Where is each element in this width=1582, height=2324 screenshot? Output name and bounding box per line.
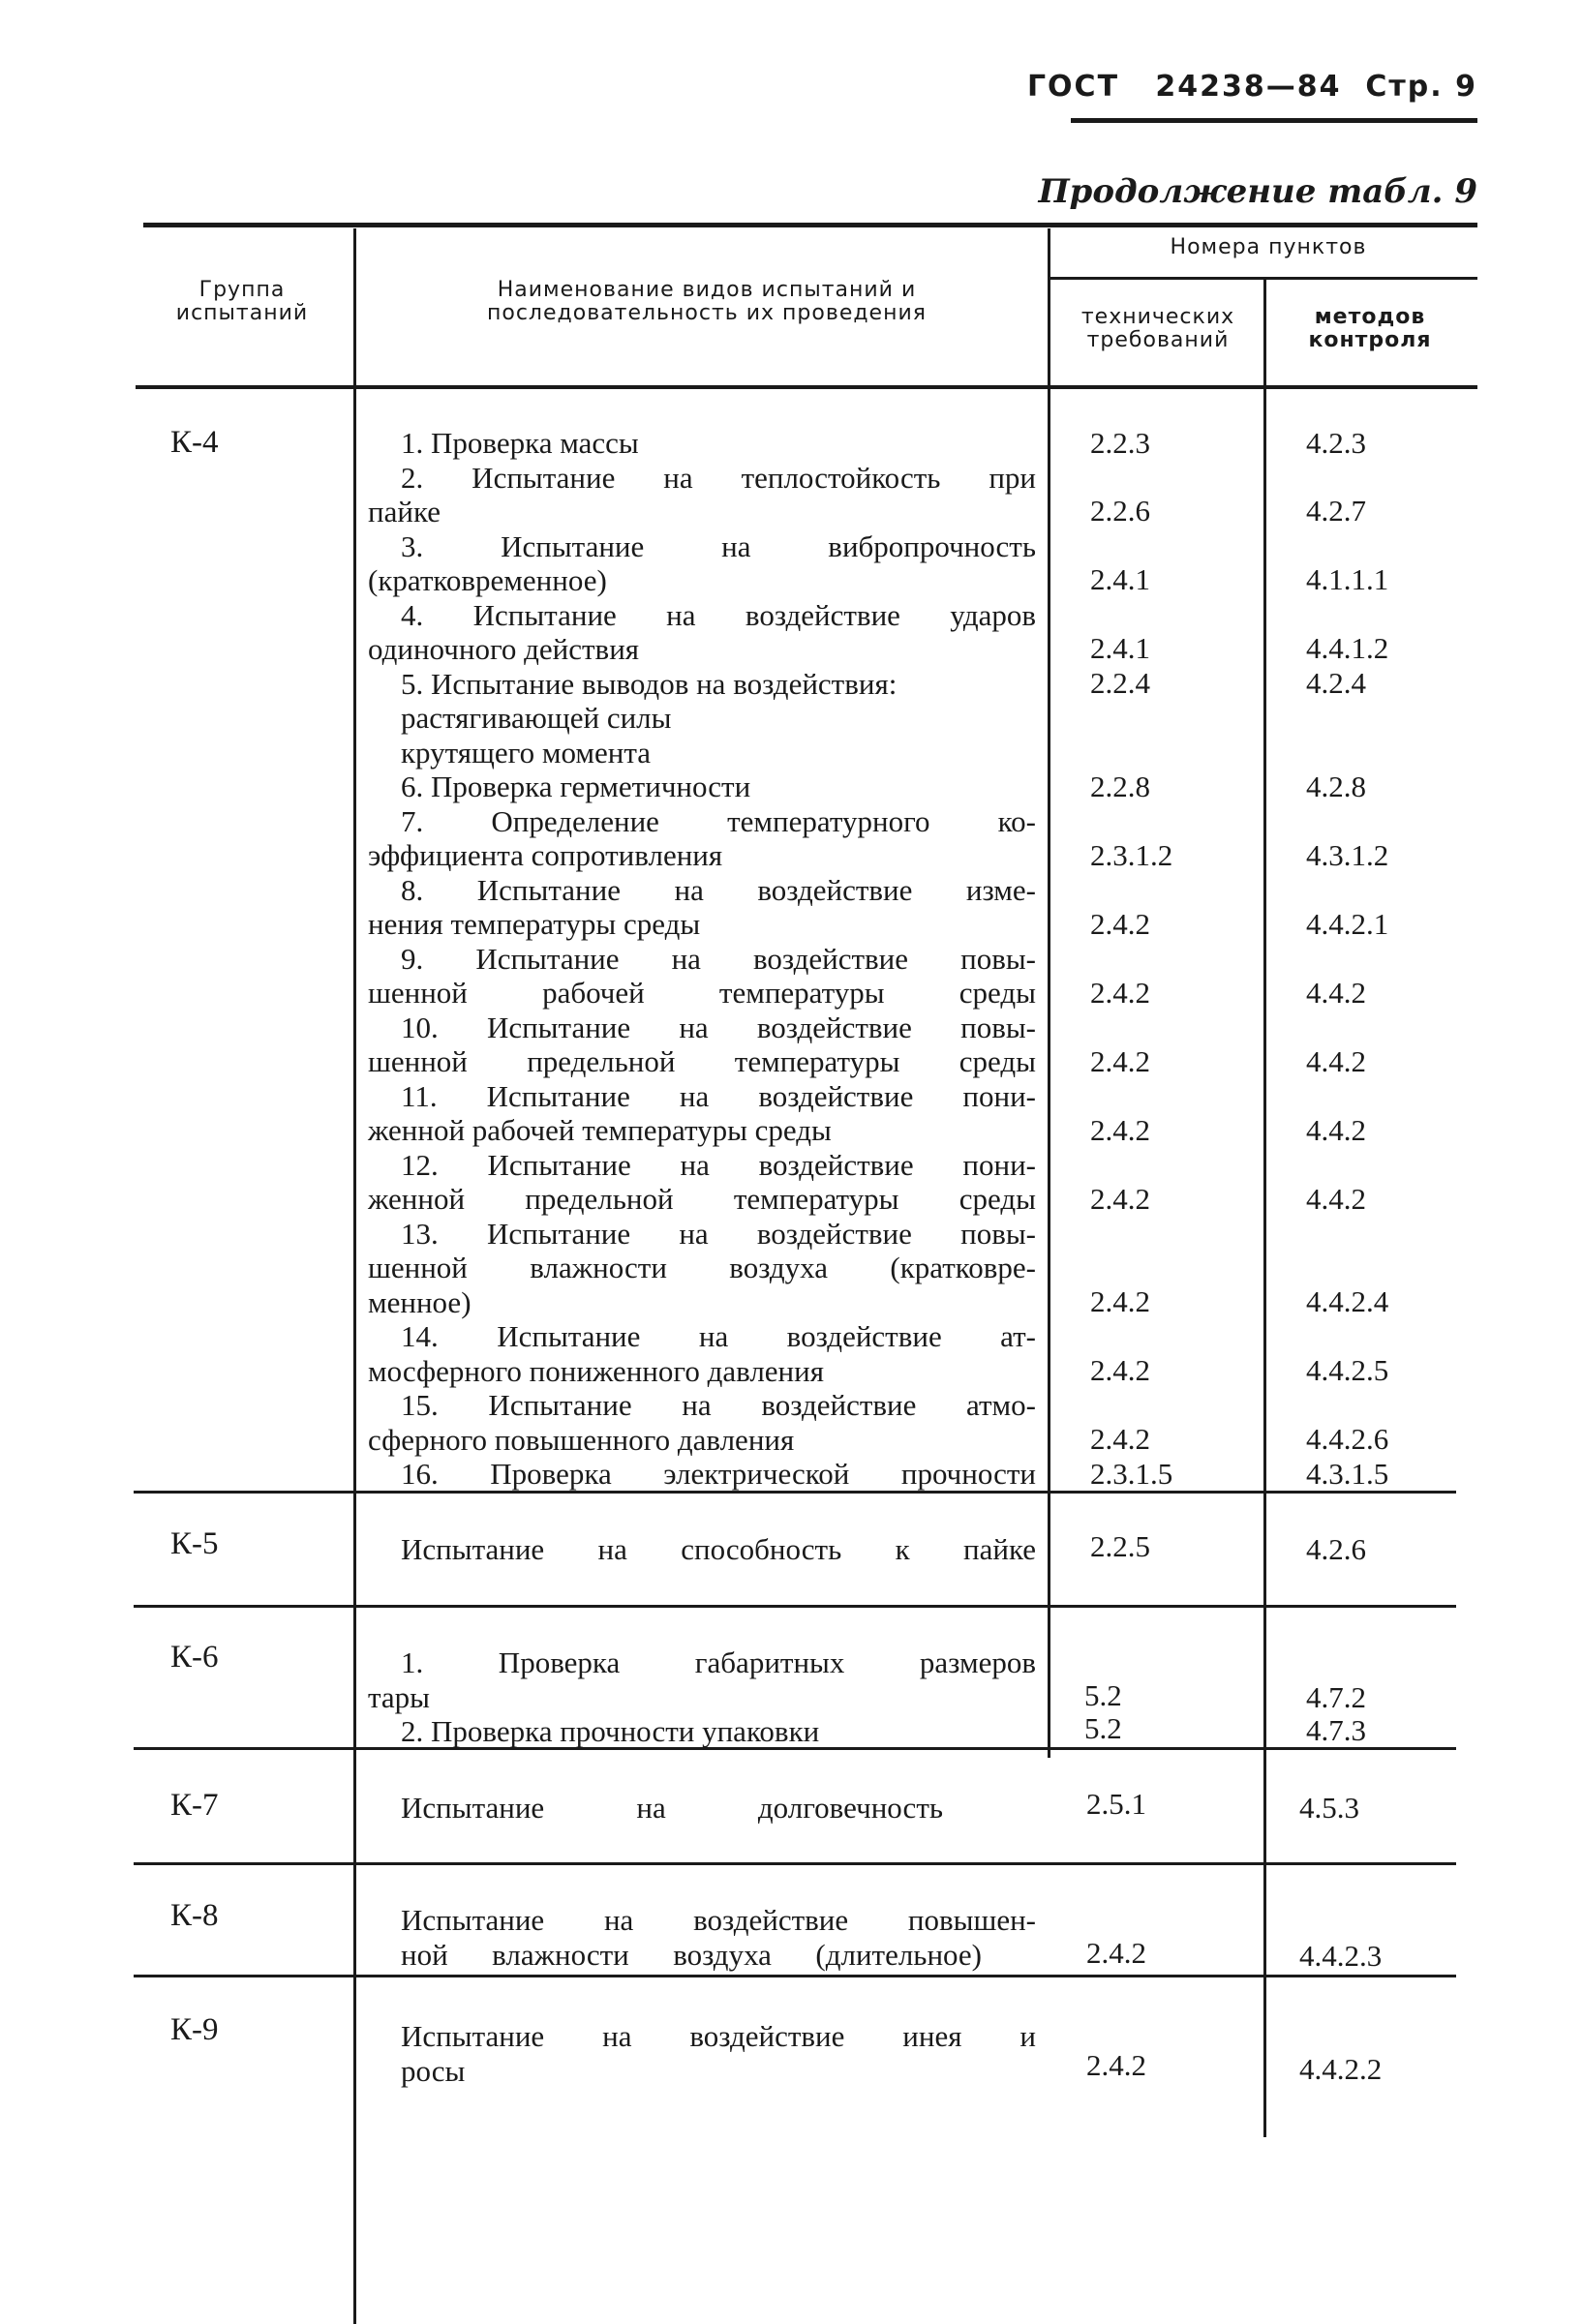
header-page: Стр. 9 (1365, 70, 1477, 104)
k4-line: 1. Проверка массы (401, 426, 639, 460)
row-rule-k8 (134, 1975, 1456, 1977)
k8-tech: 2.4.2 (1086, 1936, 1146, 1970)
k4-method: 4.4.2.1 (1306, 907, 1389, 941)
k4-method: 4.3.1.5 (1306, 1457, 1389, 1491)
k4-tech: 2.4.2 (1090, 907, 1150, 941)
k4-method: 4.4.2 (1306, 1113, 1366, 1147)
k4-line: пайке (368, 495, 441, 528)
k8-line: Испытание на воздействие повышен- (401, 1903, 1036, 1937)
k4-method: 4.2.8 (1306, 770, 1366, 803)
k4-line: 4. Испытание на воздействие ударов (401, 597, 1036, 632)
k6-method: 4.7.3 (1306, 1713, 1366, 1747)
header-number: 24238—84 (1155, 70, 1342, 104)
k4-line: 9. Испытание на воздействие повы- (401, 941, 1036, 976)
k7-tech: 2.5.1 (1086, 1787, 1146, 1821)
k4-tech: 2.3.1.5 (1090, 1457, 1173, 1491)
k4-line: 7. Определение температурного ко- (401, 803, 1036, 838)
k9-tech: 2.4.2 (1086, 2048, 1146, 2082)
k4-method: 4.4.2 (1306, 976, 1366, 1010)
header-rule (1071, 118, 1477, 123)
k4-line: растягивающей силы (401, 701, 672, 735)
k6-tech: 5.2 (1084, 1678, 1122, 1712)
col-header-items: Номера пунктов (1170, 235, 1367, 259)
k9-line: росы (401, 2053, 466, 2088)
k4-tech: 2.2.6 (1090, 494, 1150, 528)
k4-method: 4.2.7 (1306, 494, 1366, 528)
k4-tech: 2.2.4 (1090, 666, 1150, 700)
k4-tech: 2.4.2 (1090, 976, 1150, 1010)
k8-line: ной влажности воздуха (длительное) (401, 1937, 982, 1972)
k4-tech: 2.2.8 (1090, 770, 1150, 803)
k6-line: 2. Проверка прочности упаковки (401, 1714, 820, 1748)
k4-tech: 2.4.2 (1090, 1044, 1150, 1078)
k4-tech: 2.4.2 (1090, 1182, 1150, 1216)
k5-tech: 2.2.5 (1090, 1529, 1150, 1563)
col-header-name: Наименование видов испытаний и последовательность их проведения (486, 278, 928, 325)
k4-line: шенной влажности воздуха (кратковре- (368, 1251, 1036, 1284)
k4-method: 4.4.2.6 (1306, 1422, 1389, 1456)
k8-method: 4.4.2.3 (1299, 1939, 1383, 1973)
k4-method: 4.3.1.2 (1306, 838, 1389, 872)
k4-method: 4.4.2 (1306, 1044, 1366, 1078)
k6-method: 4.7.2 (1306, 1680, 1366, 1714)
k6-tech: 5.2 (1084, 1711, 1122, 1745)
row-rule-k5 (134, 1605, 1456, 1608)
page-header (1027, 70, 1477, 104)
k4-method: 4.2.3 (1306, 426, 1366, 460)
col-header-group: Группа испытаний (175, 278, 309, 325)
header-bottom-rule (136, 385, 1477, 389)
k4-tech: 2.4.1 (1090, 562, 1150, 596)
k4-line: нения температуры среды (368, 907, 701, 941)
group-k7: К-7 (170, 1788, 219, 1823)
k9-line: Испытание на воздействие инея и (401, 2019, 1036, 2053)
k4-line: 14. Испытание на воздействие ат- (401, 1319, 1036, 1353)
k6-line: 1. Проверка габаритных размеров (401, 1645, 1036, 1679)
k4-line: 12. Испытание на воздействие пони- (401, 1147, 1036, 1182)
k4-line: эффициента сопротивления (368, 838, 723, 872)
col-divider-1 (353, 228, 356, 2324)
group-k5: К-5 (170, 1526, 219, 1561)
k7-name: Испытание на долговечность (401, 1791, 943, 1825)
k6-line: тары (368, 1679, 431, 1714)
table-top-rule (143, 223, 1477, 227)
table-continuation-label: Продолжение табл. 9 (1038, 172, 1477, 211)
k4-line: одиночного действия (368, 632, 640, 666)
k4-line: крутящего момента (401, 735, 652, 770)
k4-tech: 2.4.2 (1090, 1284, 1150, 1318)
k4-line: сферного повышенного давления (368, 1422, 795, 1457)
k4-method: 4.2.4 (1306, 666, 1366, 700)
group-k6: К-6 (170, 1640, 219, 1675)
k4-line: 10. Испытание на воздействие повы- (401, 1010, 1036, 1044)
k4-line: менное) (368, 1284, 472, 1319)
group-k8: К-8 (170, 1898, 219, 1933)
k4-line: 5. Испытание выводов на воздействия: (401, 666, 897, 701)
k4-tech: 2.4.1 (1090, 631, 1150, 665)
group-k9: К-9 (170, 2012, 219, 2047)
k4-tech: 2.2.3 (1090, 426, 1150, 460)
k4-line: 15. Испытание на воздействие атмо- (401, 1388, 1036, 1422)
k4-method: 4.4.2.5 (1306, 1353, 1389, 1387)
header-standard: ГОСТ (1026, 70, 1120, 104)
k4-line: 11. Испытание на воздействие пони- (401, 1078, 1036, 1113)
k4-line: 13. Испытание на воздействие повы- (401, 1216, 1036, 1251)
col-header-tech: технических требований (1080, 305, 1235, 352)
k4-tech: 2.3.1.2 (1090, 838, 1173, 872)
k5-method: 4.2.6 (1306, 1532, 1366, 1566)
k7-method: 4.5.3 (1299, 1791, 1359, 1825)
k4-line: 3. Испытание на вибропрочность (401, 528, 1036, 563)
k4-line: 16. Проверка электрической прочности (401, 1457, 1036, 1491)
k4-tech: 2.4.2 (1090, 1353, 1150, 1387)
k4-tech: 2.4.2 (1090, 1422, 1150, 1456)
col-divider-2 (1048, 228, 1050, 1758)
k4-line: 2. Испытание на теплостойкость при (401, 460, 1036, 495)
k4-line: мосферного пониженного давления (368, 1353, 824, 1388)
row-rule-k7 (134, 1862, 1456, 1865)
k4-line: женной предельной температуры среды (368, 1182, 1036, 1216)
k4-line: шенной рабочей температуры среды (368, 976, 1036, 1010)
k4-tech: 2.4.2 (1090, 1113, 1150, 1147)
k5-name: Испытание на способность к пайке (401, 1532, 1036, 1566)
k4-line: шенной предельной температуры среды (368, 1044, 1036, 1078)
k9-method: 4.4.2.2 (1299, 2052, 1383, 2086)
col-divider-3 (1263, 279, 1266, 2137)
k4-line: 6. Проверка герметичности (401, 770, 751, 803)
k4-line: (кратковременное) (368, 563, 607, 597)
group-k4: К-4 (170, 425, 219, 460)
k4-line: женной рабочей температуры среды (368, 1113, 832, 1147)
k4-line: 8. Испытание на воздействие изме- (401, 872, 1036, 907)
k4-method: 4.1.1.1 (1306, 562, 1389, 596)
k4-method: 4.4.1.2 (1306, 631, 1389, 665)
col-header-methods: методов контроля (1308, 305, 1432, 352)
k4-method: 4.4.2.4 (1306, 1284, 1389, 1318)
k4-method: 4.4.2 (1306, 1182, 1366, 1216)
